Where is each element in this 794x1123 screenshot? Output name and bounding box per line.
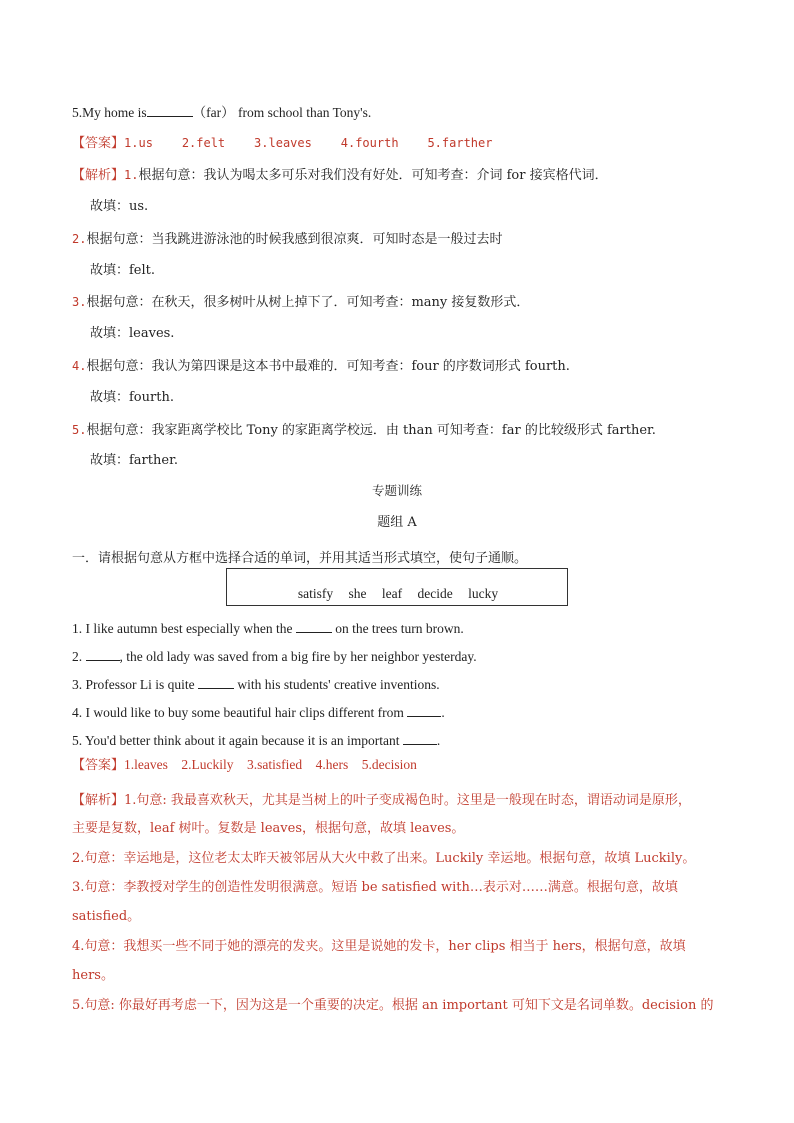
- answer-line-2: [72, 756, 417, 775]
- fill-line-2: [90, 262, 155, 280]
- answer-label: 【答案】: [72, 758, 125, 773]
- analysis-num: 5.: [72, 423, 87, 437]
- answer-items: 1.leaves 2.Luckily 3.satisfied 4.hers 5.decision: [124, 757, 417, 772]
- analysis-num: 1.: [124, 168, 139, 182]
- fill-text: 故填：us.: [90, 199, 149, 214]
- word-item: decide: [417, 586, 453, 601]
- answer-label: 【答案】: [72, 136, 125, 151]
- fill-line-3: [90, 325, 174, 343]
- exercise-text-rest: .: [441, 705, 445, 720]
- fill-line-1: [90, 198, 148, 216]
- analysis2-line-4: 3.句意：李教授对学生的创造性发明很满意。短语 be satisfied with…表示对……满意。根据句意，故填: [72, 880, 678, 895]
- analysis-text: 根据句意：我认为喝太多可乐对我们没有好处．可知考查：介词 for 接宾格代词．: [138, 168, 608, 183]
- analysis-text: 根据句意：我认为第四课是这本书中最难的．可知考查：four 的序数词形式 fourth.: [86, 359, 570, 374]
- exercise-text: 4. I would like to buy some beautiful hair clips different from: [72, 705, 408, 720]
- analysis-num: 2.: [72, 232, 87, 246]
- top-question: [72, 104, 371, 122]
- analysis-line-1: [72, 166, 608, 185]
- analysis-text: 根据句意：当我跳进游泳池的时候我感到很凉爽．可知时态是一般过去时: [86, 232, 503, 247]
- section-title: 专题训练: [371, 483, 422, 498]
- exercise-blank: [86, 648, 120, 661]
- exercise-text-rest: with his students' creative inventions.: [234, 677, 440, 692]
- analysis-text: 根据句意：我家距离学校比 Tony 的家距离学校远．由 than 可知考查：far 的比较级形式 farther.: [86, 423, 656, 438]
- word-item: satisfy: [297, 586, 334, 601]
- exercise-4: [72, 704, 445, 722]
- answer-line-1: [72, 134, 492, 153]
- analysis2-line-1: [72, 792, 691, 810]
- fill-text: 故填：fourth.: [90, 390, 174, 405]
- analysis-line-3: [72, 293, 529, 312]
- analysis2-line-6: 4.句意：我想买一些不同于她的漂亮的发夹。这里是说她的发卡，her clips 相当于 hers，根据句意，故填: [72, 939, 686, 954]
- exercise-blank: [407, 704, 441, 717]
- fill-text: 故填：felt.: [90, 263, 156, 278]
- exercise-text-rest: , the old lady was saved from a big fire by her neighbor yesterday.: [119, 649, 477, 664]
- analysis2-line-5: satisfied。: [72, 909, 141, 924]
- analysis2-line-3: 2.句意：幸运地是，这位老太太昨天被邻居从大火中救了出来。Luckily 幸运地。根据句意，故填 Luckily。: [72, 851, 696, 866]
- word-list: [227, 586, 569, 602]
- answer-items: 1.us 2.felt 3.leaves 4.fourth 5.farther: [124, 136, 493, 150]
- fill-line-4: [90, 389, 174, 407]
- analysis-num: 4.: [72, 359, 87, 373]
- exercise-5: [72, 732, 440, 750]
- exercise-text: 2.: [72, 649, 86, 664]
- analysis2-line-8: 5.句意: 你最好再考虑一下，因为这是一个重要的决定。根据 an important 可知下文是名词单数。decision 的: [72, 998, 714, 1013]
- exercise-blank: [403, 732, 437, 745]
- fill-text: 故填：leaves.: [90, 326, 175, 341]
- analysis-line-2: [72, 230, 502, 249]
- analysis-num: 3.: [72, 295, 87, 309]
- exercise-2: [72, 648, 477, 666]
- analysis-line-5: [72, 421, 656, 440]
- exercise-text-rest: on the trees turn brown.: [331, 621, 464, 636]
- exercise-text-rest: .: [436, 733, 441, 748]
- exercise-text: 3. Professor Li is quite: [72, 677, 198, 692]
- analysis-line-4: [72, 357, 570, 376]
- word-item: she: [348, 586, 367, 601]
- analysis-label: 【解析】: [72, 793, 125, 808]
- exercise-3: [72, 676, 440, 694]
- question-text: 5.My home is: [72, 105, 147, 120]
- word-item: leaf: [381, 586, 403, 601]
- analysis-text: 1.句意: 我最喜欢秋天，尤其是当树上的叶子变成褐色时。这里是一般现在时态，谓语动词是原形，: [124, 793, 691, 808]
- exercise-blank: [296, 620, 332, 633]
- exercise-1: [72, 620, 464, 638]
- word-box: [226, 568, 568, 606]
- answer-blank: [147, 104, 193, 117]
- exercise-blank: [198, 676, 234, 689]
- analysis2-line-2: 主要是复数，leaf 树叶。复数是 leaves，根据句意，故填 leaves。: [72, 821, 465, 836]
- word-item: lucky: [468, 586, 499, 601]
- analysis2-line-7: hers。: [72, 968, 114, 983]
- analysis-text: 根据句意：在秋天，很多树叶从树上掉下了．可知考查：many 接复数形式．: [86, 295, 530, 310]
- group-title: 题组 A: [377, 515, 417, 530]
- instruction: 一．请根据句意从方框中选择合适的单词，并用其适当形式填空，使句子通顺。: [72, 551, 528, 566]
- exercise-text: 1. I like autumn best especially when the: [72, 621, 296, 636]
- exercise-text: 5. You'd better think about it again because it is an important: [72, 733, 403, 748]
- question-text-rest: （far） from school than Tony's.: [192, 105, 372, 120]
- analysis-label: 【解析】: [72, 168, 125, 183]
- fill-line-5: [90, 452, 178, 470]
- fill-text: 故填：farther.: [90, 453, 178, 468]
